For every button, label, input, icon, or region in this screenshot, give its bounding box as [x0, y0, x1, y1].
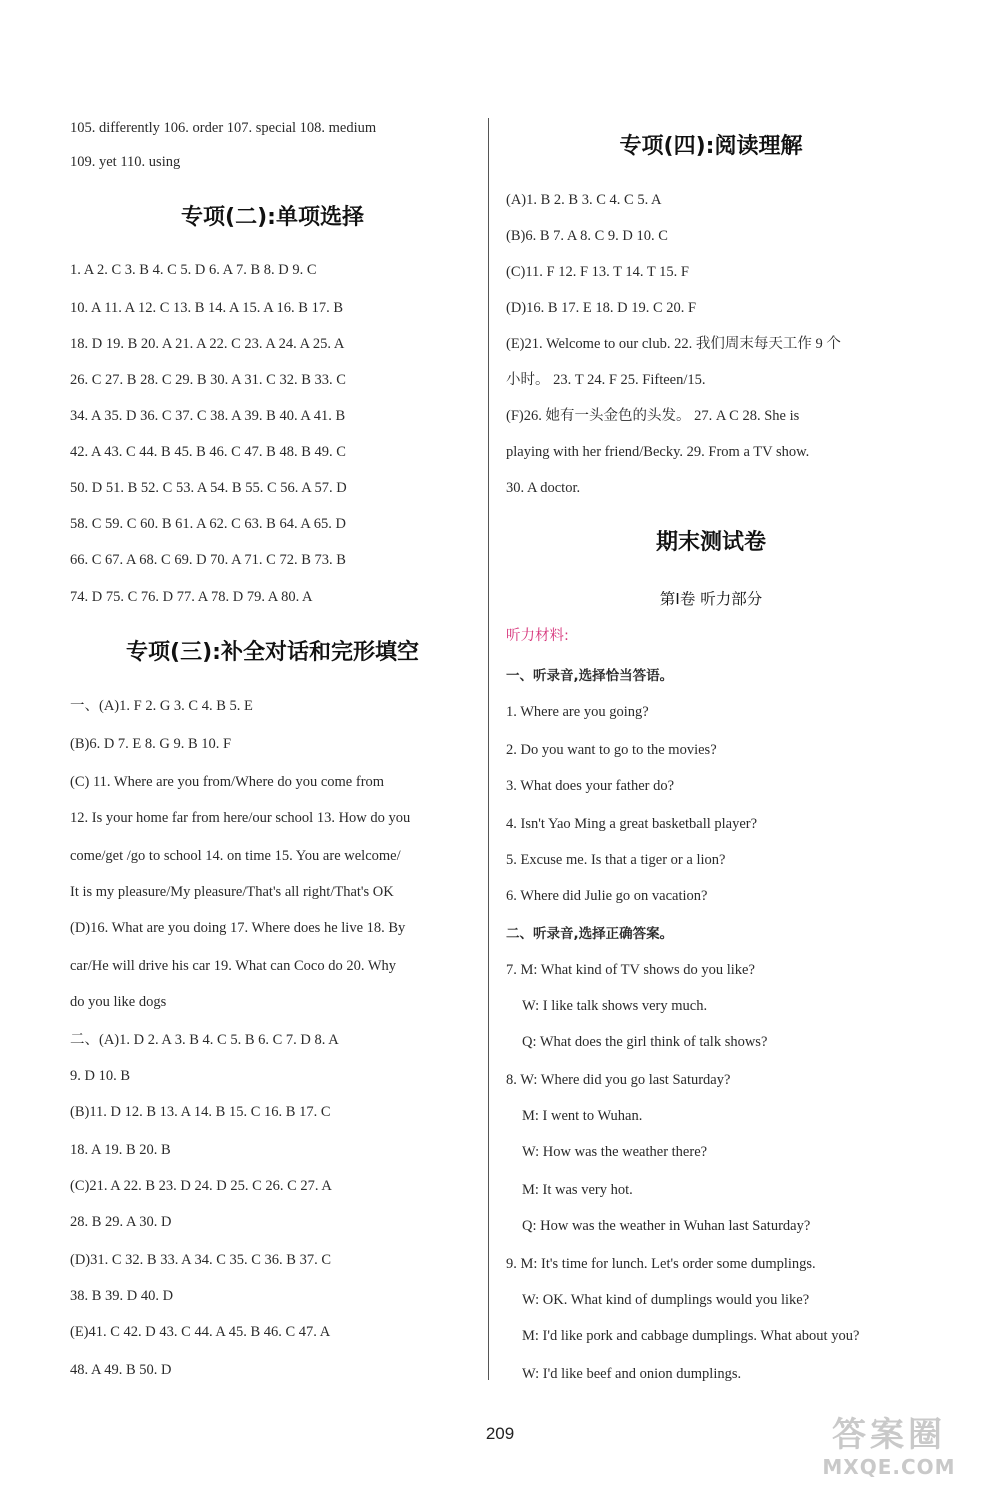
line: 105. differently 106. order 107. special 108. medium	[70, 120, 377, 136]
line: 12. Is your home far from here/our school 13. How do you	[70, 810, 411, 826]
line: 26. C 27. B 28. C 29. B 30. A 31. C 32. B 33. C	[70, 372, 346, 388]
line: 58. C 59. C 60. B 61. A 62. C 63. B 64. A 65. D	[70, 516, 346, 532]
section-heading: 专项(四):阅读理解	[619, 134, 803, 159]
line: M: I'd like pork and cabbage dumplings. What about you?	[522, 1328, 860, 1344]
watermark-logo	[794, 1415, 984, 1483]
line: (B)6. D 7. E 8. G 9. B 10. F	[70, 736, 232, 752]
line: do you like dogs	[70, 994, 167, 1010]
line: 34. A 35. D 36. C 37. C 38. A 39. B 40. A 41. B	[70, 408, 346, 424]
line: M: It was very hot.	[522, 1182, 633, 1198]
line: 6. Where did Julie go on vacation?	[506, 888, 708, 904]
line: 1. A 2. C 3. B 4. C 5. D 6. A 7. B 8. D 9. C	[70, 262, 317, 278]
watermark-url: MXQE.COM	[822, 1455, 956, 1479]
line: 18. D 19. B 20. A 21. A 22. C 23. A 24. A 25. A	[70, 336, 345, 352]
section-heading: 期末测试卷	[655, 530, 766, 555]
line: 二、(A)1. D 2. A 3. B 4. C 5. B 6. C 7. D 8. A	[70, 1032, 339, 1048]
line: 2. Do you want to go to the movies?	[506, 742, 717, 758]
line: 小时。 23. T 24. F 25. Fifteen/15.	[506, 372, 706, 388]
line: (C)11. F 12. F 13. T 14. T 15. F	[506, 264, 689, 280]
line: W: OK. What kind of dumplings would you like?	[522, 1292, 810, 1308]
instruction: 二、听录音,选择正确答案。	[506, 926, 674, 942]
line: come/get /go to school 14. on time 15. You are welcome/	[70, 848, 401, 864]
line: Q: What does the girl think of talk shows?	[522, 1034, 768, 1050]
line: (C)21. A 22. B 23. D 24. D 25. C 26. C 27. A	[70, 1178, 332, 1194]
section-heading: 专项(二):单项选择	[181, 205, 364, 230]
line: (E)21. Welcome to our club. 22. 我们周末每天工作 9 个	[506, 336, 841, 352]
line: M: I went to Wuhan.	[522, 1108, 643, 1124]
line: car/He will drive his car 19. What can Coco do 20. Why	[70, 958, 397, 974]
line: (C) 11. Where are you from/Where do you come from	[70, 774, 385, 790]
instruction: 一、听录音,选择恰当答语。	[506, 668, 674, 684]
line: 38. B 39. D 40. D	[70, 1288, 174, 1304]
line: W: I'd like beef and onion dumplings.	[522, 1366, 742, 1382]
line: Q: How was the weather in Wuhan last Saturday?	[522, 1218, 811, 1234]
line: 9. M: It's time for lunch. Let's order some dumplings.	[506, 1256, 816, 1272]
line: 50. D 51. B 52. C 53. A 54. B 55. C 56. A 57. D	[70, 480, 347, 496]
column-divider	[488, 118, 489, 1380]
line: 1. Where are you going?	[506, 704, 649, 720]
line: 48. A 49. B 50. D	[70, 1362, 172, 1378]
line: 18. A 19. B 20. B	[70, 1142, 171, 1158]
line: playing with her friend/Becky. 29. From a TV show.	[506, 444, 810, 460]
line: It is my pleasure/My pleasure/That's all right/That's OK	[70, 884, 394, 900]
line: 10. A 11. A 12. C 13. B 14. A 15. A 16. B 17. B	[70, 300, 344, 316]
line: 42. A 43. C 44. B 45. B 46. C 47. B 48. B 49. C	[70, 444, 346, 460]
line: (E)41. C 42. D 43. C 44. A 45. B 46. C 47. A	[70, 1324, 331, 1340]
line: 66. C 67. A 68. C 69. D 70. A 71. C 72. B 73. B	[70, 552, 346, 568]
line: 109. yet 110. using	[70, 154, 181, 170]
line: (B)11. D 12. B 13. A 14. B 15. C 16. B 17. C	[70, 1104, 331, 1120]
listening-material-label: 听力材料:	[506, 628, 569, 644]
line: (D)31. C 32. B 33. A 34. C 35. C 36. B 37. C	[70, 1252, 332, 1268]
line: (D)16. B 17. E 18. D 19. C 20. F	[506, 300, 697, 316]
line: (A)1. B 2. B 3. C 4. C 5. A	[506, 192, 662, 208]
page-number: 209	[485, 1424, 515, 1443]
line: (B)6. B 7. A 8. C 9. D 10. C	[506, 228, 668, 244]
line: 4. Isn't Yao Ming a great basketball player?	[506, 816, 758, 832]
line: 5. Excuse me. Is that a tiger or a lion?	[506, 852, 726, 868]
line: 8. W: Where did you go last Saturday?	[506, 1072, 731, 1088]
line: 3. What does your father do?	[506, 778, 675, 794]
line: 30. A doctor.	[506, 480, 581, 496]
watermark-text: 答案圈	[832, 1415, 946, 1455]
line: 74. D 75. C 76. D 77. A 78. D 79. A 80. A	[70, 589, 313, 605]
line: W: How was the weather there?	[522, 1144, 708, 1160]
line: 一、(A)1. F 2. G 3. C 4. B 5. E	[70, 698, 253, 714]
section-subheading: 第Ⅰ卷 听力部分	[659, 590, 763, 608]
line: 7. M: What kind of TV shows do you like?	[506, 962, 755, 978]
line: (F)26. 她有一头金色的头发。 27. A C 28. She is	[506, 408, 800, 424]
line: 9. D 10. B	[70, 1068, 131, 1084]
line: (D)16. What are you doing 17. Where does he live 18. By	[70, 920, 406, 936]
section-heading: 专项(三):补全对话和完形填空	[126, 640, 419, 665]
line: W: I like talk shows very much.	[522, 998, 708, 1014]
line: 28. B 29. A 30. D	[70, 1214, 172, 1230]
